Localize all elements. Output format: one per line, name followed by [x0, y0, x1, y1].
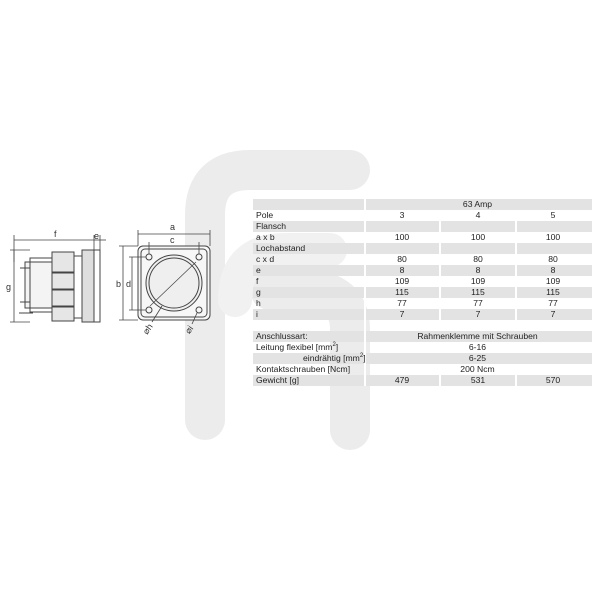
cell-value: 6-16: [468, 342, 487, 352]
table-row: [253, 353, 592, 364]
row-label: Gewicht [g]: [256, 375, 299, 385]
dim-e-label: e: [94, 231, 100, 241]
dim-d-label: d: [126, 279, 132, 289]
table-row: [253, 221, 592, 232]
row-label: eindrähtig $[mm^2]$: [303, 353, 366, 363]
row-label: h: [256, 298, 261, 308]
table-row: [253, 265, 592, 276]
cell-value: 77: [397, 298, 407, 308]
cell-value: 570: [545, 375, 561, 385]
table-row: [253, 331, 592, 342]
dim-h-label: ⌀h: [140, 321, 155, 337]
row-label: i: [256, 309, 258, 319]
cell-value: 6-25: [468, 353, 487, 363]
row-label: c x d: [256, 254, 275, 264]
dim-b-label: b: [116, 279, 122, 289]
table-header-row: [253, 199, 592, 210]
cell-value: 200 Ncm: [460, 364, 495, 374]
row-label: Flansch: [256, 221, 287, 231]
table-row: [253, 210, 592, 221]
front-view: [138, 246, 210, 320]
cell-value: 115: [546, 287, 560, 297]
cell-value: 115: [471, 287, 485, 297]
table-row: [253, 342, 592, 353]
table-row: [253, 364, 592, 375]
table-row-spacer: [253, 320, 592, 331]
table-row: [253, 276, 592, 287]
cell-value: 80: [548, 254, 558, 264]
table-row: [253, 298, 592, 309]
row-label: e: [256, 265, 261, 275]
table-row: [253, 287, 592, 298]
dim-f-label: f: [54, 229, 57, 239]
cell-value: 3: [399, 210, 405, 220]
cell-value: 479: [394, 375, 410, 385]
cell-value: 80: [473, 254, 483, 264]
side-view: [19, 250, 100, 322]
dim-g-label: g: [6, 282, 12, 292]
row-label: Anschlussart:: [256, 331, 308, 341]
row-label: f: [256, 276, 259, 286]
cell-value: 100: [470, 232, 486, 242]
cell-value: 109: [470, 276, 486, 286]
cell-value: 531: [470, 375, 486, 385]
cell-value: Rahmenklemme mit Schrauben: [417, 331, 538, 341]
row-label: Kontaktschrauben [Ncm]: [256, 364, 351, 374]
spec-table: [253, 199, 592, 392]
row-label: g: [256, 287, 261, 297]
cell-value: 77: [548, 298, 558, 308]
cell-value: 115: [395, 287, 409, 297]
cell-value: 109: [545, 276, 561, 286]
row-label: a x b: [256, 232, 275, 242]
cell-value: 109: [394, 276, 410, 286]
amperage-header: 63 Amp: [462, 199, 493, 209]
cell-value: 7: [399, 309, 405, 319]
table-row: [253, 309, 592, 320]
cell-value: 5: [550, 210, 556, 220]
cell-value: 100: [394, 232, 410, 242]
table-row: [253, 243, 592, 254]
cell-value: 4: [475, 210, 481, 220]
cell-value: 8: [399, 265, 405, 275]
cell-value: 7: [475, 309, 481, 319]
cell-value: 100: [545, 232, 561, 242]
dim-a-label: a: [170, 222, 176, 232]
cell-value: 8: [475, 265, 481, 275]
cell-value: 7: [550, 309, 556, 319]
table-row: [253, 254, 592, 265]
row-label: Leitung flexibel $[mm^2]$: [256, 342, 339, 352]
dim-i-label: ⌀i: [182, 323, 196, 336]
table-row: [253, 375, 592, 386]
dim-c-label: c: [170, 235, 175, 245]
cell-value: 77: [473, 298, 483, 308]
table-row: [253, 232, 592, 243]
cell-value: 8: [550, 265, 556, 275]
cell-value: 80: [397, 254, 407, 264]
row-label: Pole: [256, 210, 274, 220]
row-label: Lochabstand: [256, 243, 306, 253]
